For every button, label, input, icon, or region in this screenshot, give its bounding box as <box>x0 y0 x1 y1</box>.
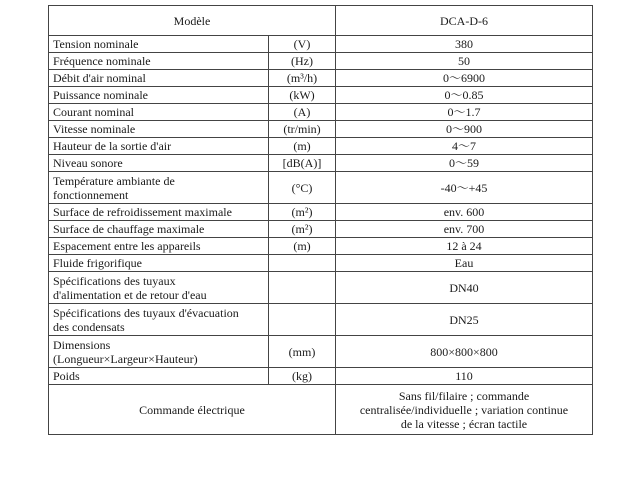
table-row <box>49 304 593 336</box>
header-row <box>49 6 593 36</box>
row-unit: (m) <box>269 238 336 255</box>
model-label: Modèle <box>49 6 336 36</box>
row-value: 110 <box>336 368 593 385</box>
row-unit: (V) <box>269 36 336 53</box>
row-label: Courant nominal <box>49 104 269 121</box>
table-row <box>49 336 593 368</box>
row-label <box>49 272 269 304</box>
row-unit: (A) <box>269 104 336 121</box>
spec-table <box>48 5 593 435</box>
row-value: -40～+45 <box>336 172 593 204</box>
table-row <box>49 121 593 138</box>
row-value: 50 <box>336 53 593 70</box>
row-label: Hauteur de la sortie d'air <box>49 138 269 155</box>
row-value: DN40 <box>336 272 593 304</box>
row-value: Eau <box>336 255 593 272</box>
table-row <box>49 255 593 272</box>
table-row <box>49 104 593 121</box>
row-label: Puissance nominale <box>49 87 269 104</box>
row-label: Débit d'air nominal <box>49 70 269 87</box>
row-unit: [dB(A)] <box>269 155 336 172</box>
row-unit <box>269 255 336 272</box>
row-value: 800×800×800 <box>336 336 593 368</box>
row-unit: (m³/h) <box>269 70 336 87</box>
row-unit <box>269 272 336 304</box>
row-label: Commande électrique <box>49 385 336 435</box>
table-row <box>49 138 593 155</box>
table-row <box>49 368 593 385</box>
row-unit: (m) <box>269 138 336 155</box>
row-label: Espacement entre les appareils <box>49 238 269 255</box>
row-unit <box>269 304 336 336</box>
table-row <box>49 155 593 172</box>
table-row <box>49 204 593 221</box>
row-value: 0～1.7 <box>336 104 593 121</box>
row-label-line: Spécifications des tuyaux <box>53 273 176 288</box>
row-unit: (kg) <box>269 368 336 385</box>
model-value: DCA-D-6 <box>336 6 593 36</box>
row-value-line: de la vitesse ; écran tactile <box>400 416 528 431</box>
row-value: 0～0.85 <box>336 87 593 104</box>
row-label: Tension nominale <box>49 36 269 53</box>
row-value-line: centralisée/individuelle ; variation continue <box>359 402 569 417</box>
row-label: Fréquence nominale <box>49 53 269 70</box>
row-label: Surface de refroidissement maximale <box>49 204 269 221</box>
row-label: Niveau sonore <box>49 155 269 172</box>
row-unit: (°C) <box>269 172 336 204</box>
row-label <box>49 304 269 336</box>
table-row <box>49 238 593 255</box>
row-label-line: (Longueur×Largeur×Hauteur) <box>53 351 198 366</box>
row-unit: (Hz) <box>269 53 336 70</box>
row-value-line: Sans fil/filaire ; commande <box>398 388 530 403</box>
row-label-line: d'alimentation et de retour d'eau <box>53 287 207 302</box>
row-value: env. 600 <box>336 204 593 221</box>
table-row <box>49 36 593 53</box>
row-value: 380 <box>336 36 593 53</box>
row-unit: (kW) <box>269 87 336 104</box>
table-row <box>49 272 593 304</box>
row-label: Surface de chauffage maximale <box>49 221 269 238</box>
row-value: env. 700 <box>336 221 593 238</box>
table-row <box>49 70 593 87</box>
row-value: 12 à 24 <box>336 238 593 255</box>
row-label: Fluide frigorifique <box>49 255 269 272</box>
row-value: 4～7 <box>336 138 593 155</box>
row-label-line: des condensats <box>53 319 125 334</box>
row-value <box>336 385 593 435</box>
table-row <box>49 53 593 70</box>
row-value: DN25 <box>336 304 593 336</box>
row-unit: (mm) <box>269 336 336 368</box>
row-label <box>49 172 269 204</box>
row-label-line: fonctionnement <box>53 187 129 202</box>
row-label <box>49 336 269 368</box>
row-value: 0～6900 <box>336 70 593 87</box>
row-label-line: Spécifications des tuyaux d'évacuation <box>53 305 239 320</box>
row-label-line: Dimensions <box>53 337 111 352</box>
row-value: 0～900 <box>336 121 593 138</box>
table-row <box>49 87 593 104</box>
row-label: Vitesse nominale <box>49 121 269 138</box>
row-unit: (m²) <box>269 204 336 221</box>
row-label-line: Température ambiante de <box>53 173 175 188</box>
row-value: 0～59 <box>336 155 593 172</box>
table-row <box>49 385 593 435</box>
row-label: Poids <box>49 368 269 385</box>
row-unit: (m²) <box>269 221 336 238</box>
row-unit: (tr/min) <box>269 121 336 138</box>
table-row <box>49 172 593 204</box>
table-row <box>49 221 593 238</box>
